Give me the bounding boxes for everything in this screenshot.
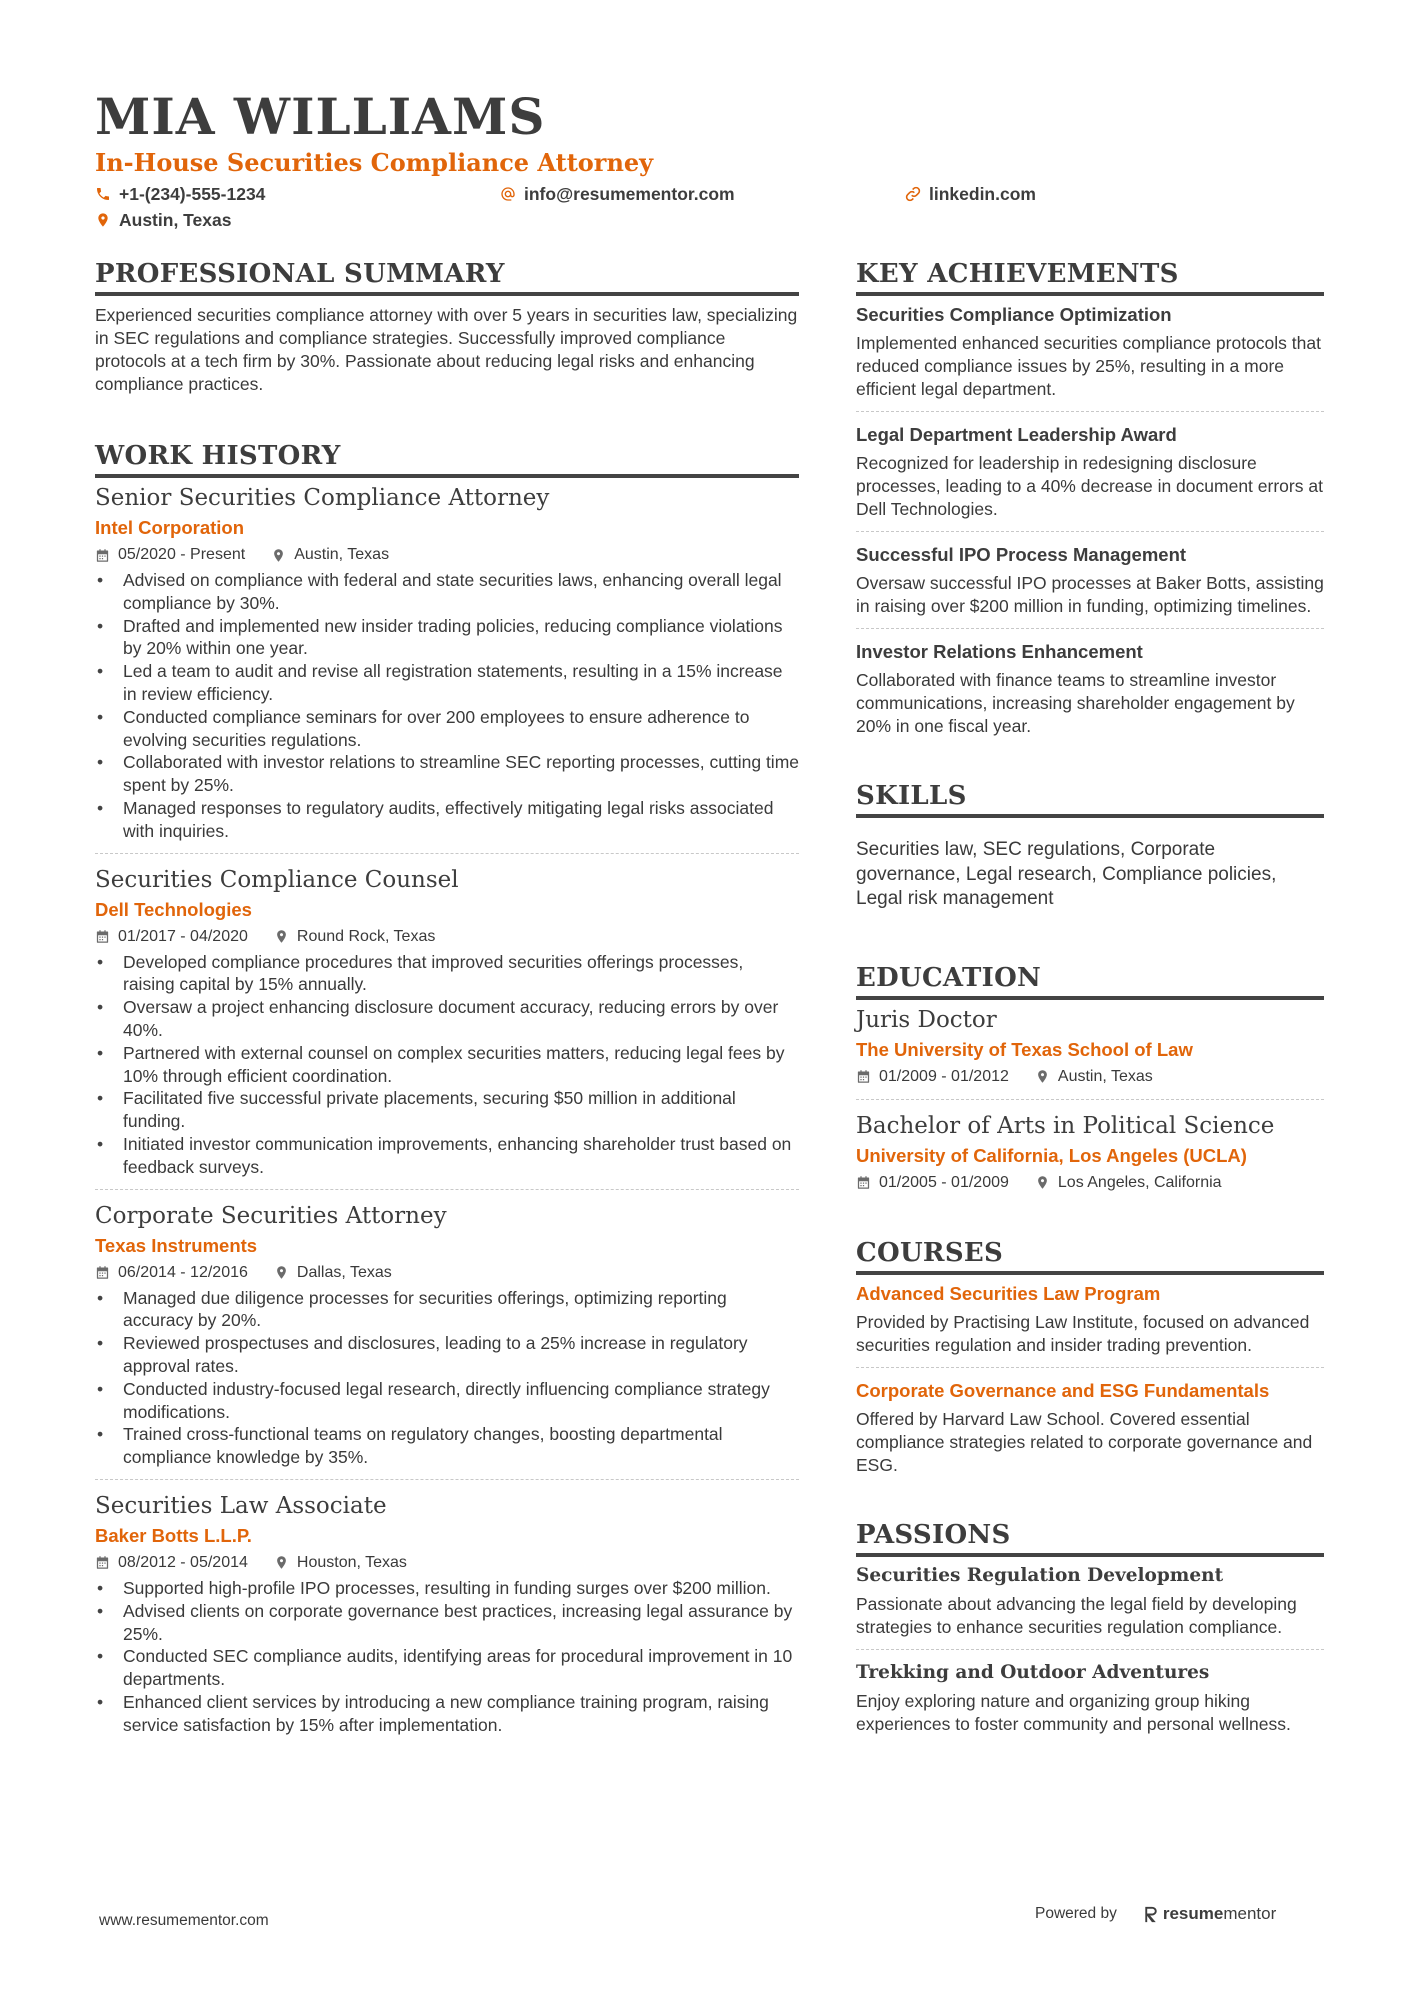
candidate-name: MIA WILLIAMS	[95, 87, 546, 146]
bullet-item: • Facilitated five successful private placements, securing $50 million in additional funding.	[95, 1087, 799, 1133]
location-text: Austin, Texas	[119, 210, 232, 230]
calendar-icon	[95, 548, 110, 563]
bullet-item: • Partnered with external counsel on complex securities matters, reducing legal fees by 10% through efficient coordination.	[95, 1042, 799, 1088]
skills-section	[856, 780, 1324, 912]
achievements-heading: KEY ACHIEVEMENTS	[856, 258, 1324, 296]
education-dates: 01/2009 - 01/2012	[879, 1067, 1009, 1085]
degree-title: Bachelor of Arts in Political Science	[856, 1112, 1275, 1139]
bullet-item: • Advised clients on corporate governance best practices, increasing legal assurance by 25%.	[95, 1600, 799, 1646]
bullet-item: • Oversaw a project enhancing disclosure document accuracy, reducing errors by over 40%.	[95, 996, 799, 1042]
contact-location	[95, 208, 500, 232]
brand-logo[interactable]	[1143, 1904, 1276, 1924]
course-text: Offered by Harvard Law School. Covered essential compliance strategies related to corporate governance and ESG.	[856, 1408, 1313, 1475]
passions-heading: PASSIONS	[856, 1519, 1324, 1557]
skills-heading: SKILLS	[856, 780, 1324, 818]
bullet-item: • Developed compliance procedures that improved securities offerings processes, raising capital by 15% annually.	[95, 951, 799, 997]
powered-by-label: Powered by	[1035, 1905, 1117, 1922]
calendar-icon	[95, 1265, 110, 1280]
footer-powered-by	[1035, 1904, 1276, 1924]
education-location: Los Angeles, California	[1057, 1173, 1222, 1191]
education-location: Austin, Texas	[1057, 1067, 1153, 1085]
job-title: Corporate Securities Attorney	[95, 1202, 447, 1229]
passion-title: Trekking and Outdoor Adventures	[856, 1661, 1210, 1683]
achievement-text: Collaborated with finance teams to streamline investor communications, increasing shareholder engagement by 20% in one fiscal year.	[856, 670, 1295, 736]
passion-text: Passionate about advancing the legal field by developing strategies to enhance securities regulation compliance.	[856, 1593, 1297, 1637]
bullet-item: • Conducted industry-focused legal research, directly influencing compliance strategy modifications.	[95, 1378, 799, 1424]
job-bullets	[95, 1287, 799, 1469]
achievement-item	[856, 296, 1324, 412]
school-name: The University of Texas School of Law	[856, 1038, 1193, 1060]
calendar-icon	[856, 1069, 871, 1084]
passion-title: Securities Regulation Development	[856, 1564, 1224, 1586]
linkedin-text: linkedin.com	[929, 184, 1036, 204]
footer-website[interactable]: www.resumementor.com	[99, 1912, 269, 1929]
course-item	[856, 1275, 1324, 1368]
phone-icon	[95, 186, 111, 202]
passion-item	[856, 1557, 1324, 1650]
achievement-title: Securities Compliance Optimization	[856, 304, 1172, 325]
at-icon	[500, 186, 516, 202]
calendar-icon	[856, 1175, 871, 1190]
course-title: Corporate Governance and ESG Fundamentals	[856, 1379, 1270, 1401]
education-dates: 01/2005 - 01/2009	[879, 1173, 1009, 1191]
education-meta	[856, 1171, 1324, 1195]
job-location: Houston, Texas	[296, 1553, 407, 1571]
job-dates: 05/2020 - Present	[118, 546, 246, 563]
course-text: Provided by Practising Law Institute, focused on advanced securities regulation and insider trading prevention.	[856, 1311, 1310, 1355]
achievement-title: Successful IPO Process Management	[856, 544, 1187, 565]
location-pin-icon	[1035, 1175, 1050, 1190]
contact-phone[interactable]	[95, 182, 500, 206]
candidate-title: In-House Securities Compliance Attorney	[95, 148, 654, 177]
job-dates: 01/2017 - 04/2020	[118, 927, 248, 945]
education-item	[856, 1100, 1324, 1205]
work-history-section	[95, 440, 799, 1746]
resumementor-logo-icon	[1143, 1905, 1159, 1924]
passion-item	[856, 1650, 1324, 1746]
location-pin-icon	[271, 548, 286, 563]
job-bullets	[95, 1577, 799, 1737]
job-location: Austin, Texas	[294, 546, 390, 563]
bullet-item: • Supported high-profile IPO processes, resulting in funding surges over $200 million.	[95, 1577, 799, 1600]
company-name: Texas Instruments	[95, 1234, 258, 1256]
job-dates: 08/2012 - 05/2014	[118, 1553, 248, 1571]
summary-heading: PROFESSIONAL SUMMARY	[95, 258, 799, 296]
location-pin-icon	[274, 1555, 289, 1570]
bullet-item: • Enhanced client services by introducing a new compliance training program, raising service satisfaction by 15% after implementation.	[95, 1691, 799, 1737]
course-item	[856, 1368, 1324, 1487]
achievement-title: Investor Relations Enhancement	[856, 641, 1143, 662]
location-pin-icon	[95, 212, 111, 228]
job-bullets	[95, 951, 799, 1179]
school-name: University of California, Los Angeles (UCLA)	[856, 1144, 1247, 1166]
passions-section	[856, 1519, 1324, 1746]
phone-text: +1-(234)-555-1234	[119, 184, 266, 204]
contact-email[interactable]	[500, 182, 905, 206]
courses-heading: COURSES	[856, 1237, 1324, 1275]
company-name: Intel Corporation	[95, 517, 245, 538]
bullet-item: • Advised on compliance with federal and state securities laws, enhancing overall legal compliance by 30%.	[95, 569, 799, 615]
education-section	[856, 962, 1324, 1205]
job-title: Senior Securities Compliance Attorney	[95, 485, 550, 511]
achievements-section	[856, 258, 1324, 748]
summary-text: Experienced securities compliance attorney with over 5 years in securities law, specializing in SEC regulations and compliance strategies. Successfully improved compliance protocols at a tech firm by 30%. Passionate about reducing legal risks and enhancing compliance practices.	[95, 305, 798, 394]
achievement-item	[856, 412, 1324, 532]
achievement-text: Oversaw successful IPO processes at Baker Botts, assisting in raising over $200 million in funding, optimizing timelines.	[856, 573, 1324, 616]
bullet-item: • Conducted SEC compliance audits, identifying areas for procedural improvement in 10 departments.	[95, 1645, 799, 1691]
right-column	[856, 258, 1324, 1746]
achievement-item	[856, 532, 1324, 629]
job-entry	[95, 478, 799, 854]
achievement-item	[856, 629, 1324, 748]
achievement-text: Implemented enhanced securities compliance protocols that reduced compliance issues by 25%, resulting in a more efficient legal department.	[856, 333, 1321, 399]
education-item	[856, 1000, 1324, 1100]
job-entry	[95, 1190, 799, 1480]
resume-header	[95, 88, 1325, 232]
courses-section	[856, 1237, 1324, 1487]
achievement-text: Recognized for leadership in redesigning disclosure processes, leading to a 40% decrease in document errors at Dell Technologies.	[856, 453, 1323, 519]
bullet-item: • Collaborated with investor relations to streamline SEC reporting processes, cutting time spent by 25%.	[95, 751, 799, 797]
location-pin-icon	[274, 1265, 289, 1280]
brand-name-bold: resume	[1162, 1904, 1224, 1923]
job-title: Securities Compliance Counsel	[95, 866, 459, 893]
location-pin-icon	[1035, 1069, 1050, 1084]
calendar-icon	[95, 929, 110, 944]
contact-linkedin[interactable]	[905, 182, 1205, 206]
achievement-title: Legal Department Leadership Award	[856, 424, 1177, 445]
job-meta	[95, 1551, 799, 1575]
degree-title: Juris Doctor	[856, 1006, 997, 1033]
job-dates: 06/2014 - 12/2016	[118, 1263, 248, 1281]
company-name: Dell Technologies	[95, 898, 252, 920]
link-icon	[905, 186, 921, 202]
bullet-item: • Initiated investor communication improvements, enhancing shareholder trust based on feedback surveys.	[95, 1133, 799, 1179]
education-meta	[856, 1065, 1324, 1089]
job-meta	[95, 925, 799, 949]
location-pin-icon	[274, 929, 289, 944]
company-name: Baker Botts L.L.P.	[95, 1524, 252, 1546]
summary-section	[95, 258, 799, 396]
passion-text: Enjoy exploring nature and organizing group hiking experiences to foster community and personal wellness.	[856, 1690, 1291, 1734]
bullet-item: • Managed responses to regulatory audits, effectively mitigating legal risks associated with inquiries.	[95, 797, 799, 843]
job-meta	[95, 543, 799, 567]
left-column	[95, 258, 799, 1746]
skills-text: Securities law, SEC regulations, Corporate governance, Legal research, Compliance policies, Legal risk management	[856, 839, 1277, 909]
brand-name-light: mentor	[1223, 1904, 1277, 1923]
course-title: Advanced Securities Law Program	[856, 1282, 1161, 1304]
calendar-icon	[95, 1555, 110, 1570]
job-bullets	[95, 569, 799, 843]
bullet-item: • Led a team to audit and revise all registration statements, resulting in a 15% increase in review efficiency.	[95, 660, 799, 706]
work-history-heading: WORK HISTORY	[95, 440, 799, 478]
job-location: Round Rock, Texas	[296, 927, 436, 945]
bullet-item: • Drafted and implemented new insider trading policies, reducing compliance violations by 20% within one year.	[95, 615, 799, 661]
bullet-item: • Reviewed prospectuses and disclosures, leading to a 25% increase in regulatory approval rates.	[95, 1332, 799, 1378]
bullet-item: • Trained cross-functional teams on regulatory changes, boosting departmental compliance knowledge by 35%.	[95, 1423, 799, 1469]
bullet-item: • Conducted compliance seminars for over 200 employees to ensure adherence to evolving securities regulations.	[95, 706, 799, 752]
bullet-item: • Managed due diligence processes for securities offerings, optimizing reporting accuracy by 20%.	[95, 1287, 799, 1333]
job-entry	[95, 854, 799, 1190]
job-entry	[95, 1480, 799, 1747]
job-location: Dallas, Texas	[296, 1263, 392, 1281]
job-meta	[95, 1261, 799, 1285]
job-title: Securities Law Associate	[95, 1492, 387, 1519]
education-heading: EDUCATION	[856, 962, 1324, 1000]
email-text: info@resumementor.com	[524, 184, 735, 204]
contact-info	[95, 182, 1325, 232]
